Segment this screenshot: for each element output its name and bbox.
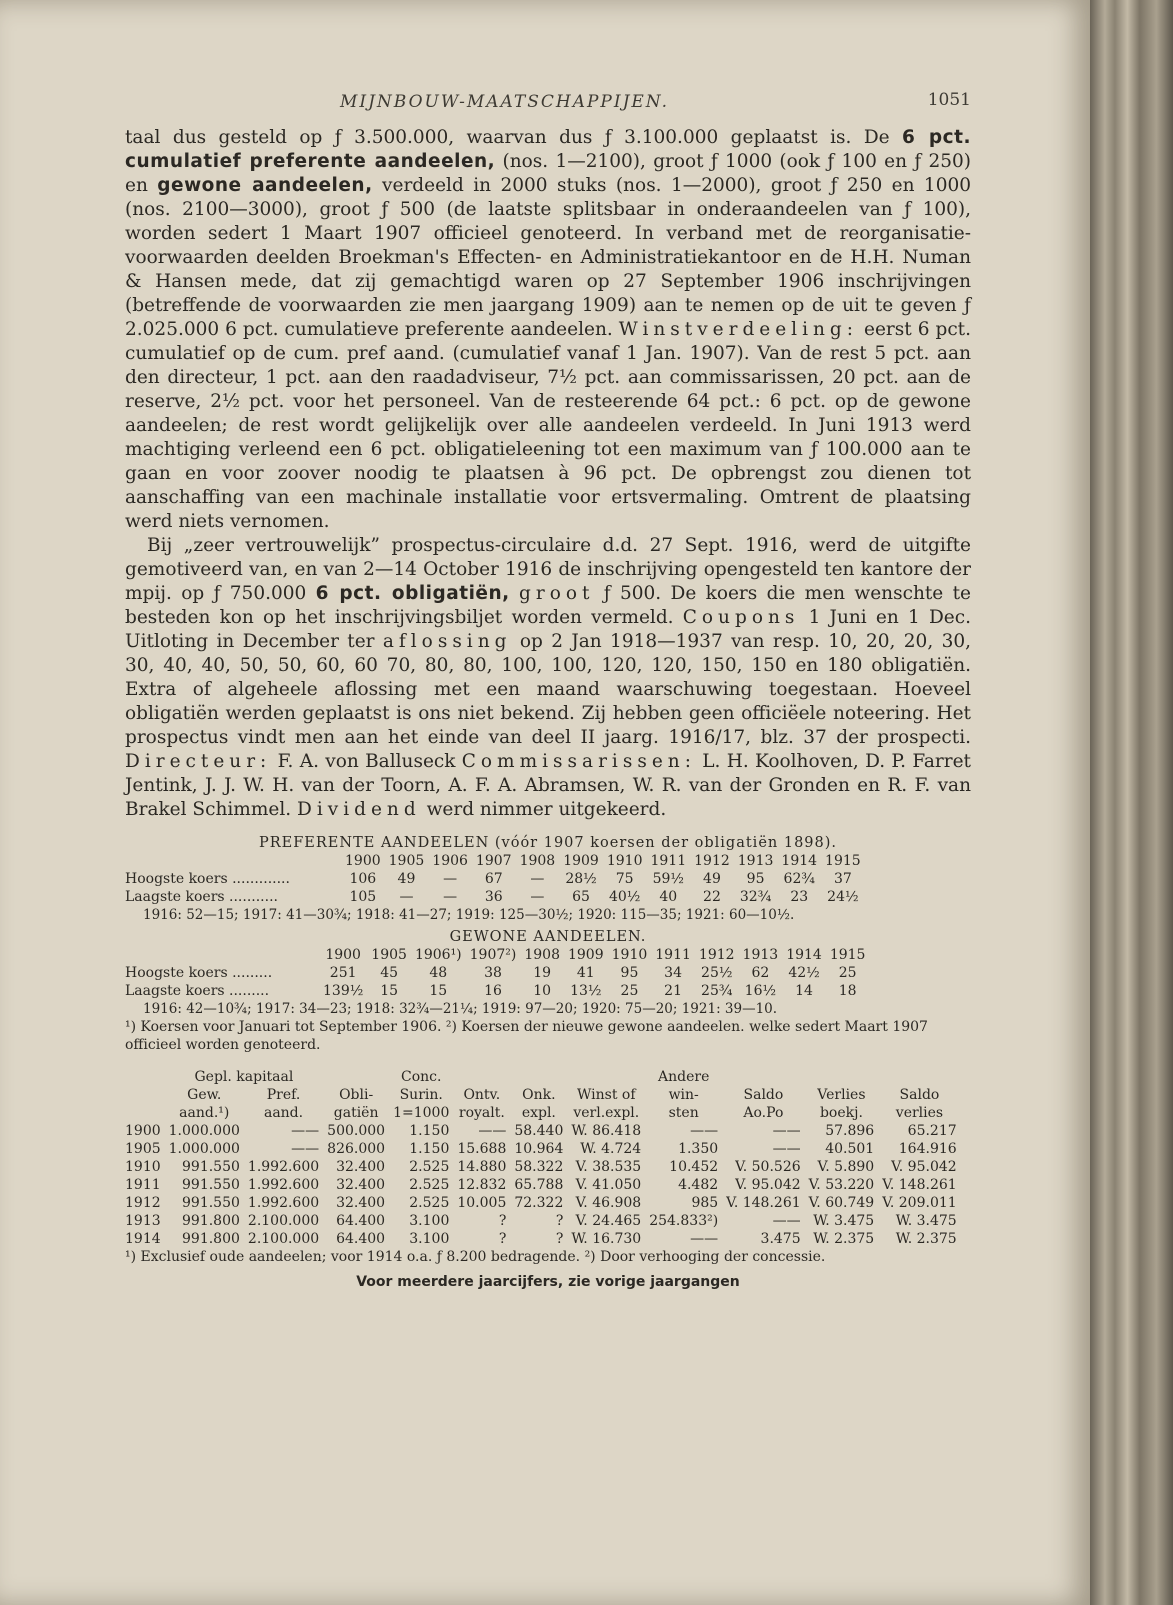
value-cell: 991.550	[182, 1159, 240, 1175]
value-cell: 64.400	[336, 1213, 386, 1229]
value-cell: 139½	[323, 983, 364, 999]
year-cell: 1910	[125, 1159, 161, 1175]
value-cell: 14.880	[457, 1159, 507, 1175]
value-cell: V. 41.050	[575, 1177, 642, 1193]
value-cell: —	[443, 889, 458, 905]
year-cell: 1908	[524, 947, 560, 963]
value-cell: 1.150	[409, 1123, 450, 1139]
value-cell: 10.005	[457, 1195, 507, 1211]
value-cell: 67	[484, 871, 503, 887]
ordinary-price-table	[125, 928, 971, 1054]
row-label: Laagste koers ...........	[125, 889, 278, 905]
value-cell: 1.992.600	[247, 1159, 320, 1175]
value-cell: V. 95.042	[735, 1177, 801, 1193]
page-number: 1051	[927, 90, 971, 110]
year-cell: 1914	[786, 947, 822, 963]
header-cell: sten	[668, 1105, 699, 1121]
text-run: eerst 6 pct. cumulatief op de cum. pref aand. (cumulatief vanaf 1 Jan. 1907). Van de rest 5 pct. aan den directeur, 1 pct. aan den raadadviseur, 7½ pct. aan commissarissen, 20 pct. aan de reserve, 2½ pct. voor het personeel. Van de resteerende 64 pct.: 6 pct. op de gewone aandeelen; de rest wordt gelijkelijk over alle aandeelen verdeeld. In Juni 1913 werd machtiging verleend een 6 pct. obligatieleening tot een maximum van ƒ 100.000 aan te gaan en voor zoover noodig te plaatsen à 96 pct. De opbrengst zou dienen tot aanschaffing van een machinale installatie voor ertsvermaling. Omtrent de plaatsing werd niets vernomen.	[125, 319, 971, 532]
year-cell: 1910	[606, 853, 643, 869]
value-cell: ——	[772, 1213, 801, 1229]
year-cell: 1900	[345, 853, 381, 869]
value-cell: 15.688	[457, 1141, 507, 1157]
header-cell	[510, 1068, 567, 1086]
year-cell: 1912	[698, 947, 735, 963]
header-cell: 1=1000	[393, 1105, 450, 1121]
header-cell: Surin.	[399, 1087, 443, 1103]
book-spine	[1090, 0, 1173, 1605]
value-cell: 72.322	[514, 1195, 564, 1211]
table-row	[125, 870, 865, 888]
value-cell: 24½	[827, 889, 859, 905]
table-caption: PREFERENTE AANDEELEN (vóór 1907 koersen der obligatiën 1898).	[258, 835, 838, 851]
value-cell: 10	[533, 983, 552, 999]
value-cell: 2.525	[409, 1159, 450, 1175]
paragraph-1	[125, 126, 971, 534]
price-grid	[125, 946, 869, 1000]
value-cell: 32.400	[336, 1177, 386, 1193]
year-cell: 1912	[125, 1195, 161, 1211]
text-run: op 2 Jan 1918—1937 van resp. 10, 20, 20, 30, 30, 40, 40, 50, 50, 60, 60 70, 80, 80, 100, 100, 120, 120, 150, 150 en 180 obligatiën. Extra of algeheele aflossing met een maand waarschuwing toegestaan. Hoeveel obligatiën werden geplaatst is ons niet bekend. Zij hebben geen officiëele noteering. Het prospectus vindt men aan het einde van deel II jaarg. 1916/17, blz. 37 der prospecti.	[125, 631, 971, 748]
value-cell: —	[443, 871, 458, 887]
value-cell: 1.150	[409, 1141, 450, 1157]
corner-cell	[125, 946, 319, 964]
value-cell: ?	[555, 1213, 564, 1229]
year-cell: 1913	[742, 947, 779, 963]
year-cell: 1900	[325, 947, 361, 963]
value-cell: 65.788	[514, 1177, 564, 1193]
value-cell: ——	[478, 1123, 507, 1139]
year-cell: 1905	[388, 853, 425, 869]
header-cell: Saldo	[899, 1087, 940, 1103]
header-cell: Pref.	[266, 1087, 301, 1103]
value-cell: V. 5.890	[817, 1159, 875, 1175]
value-cell: 36	[484, 889, 503, 905]
year-cell: 1911	[650, 853, 687, 869]
table-row	[125, 982, 869, 1000]
value-cell: 15	[429, 983, 448, 999]
year-cell: 1907	[475, 853, 512, 869]
page-content	[125, 88, 971, 1290]
value-cell: ?	[498, 1213, 507, 1229]
price-range-line: 1916: 52—15; 1917: 41—30¾; 1918: 41—27; 1919: 125—30½; 1920: 115—35; 1921: 60—10½.	[143, 907, 795, 923]
value-cell: 2.525	[409, 1195, 450, 1211]
header-cell: verl.expl.	[573, 1105, 640, 1121]
text-run: ƒ 500. De koers die men wenschte te besteden kon op het inschrijvingsbiljet worden vermeld.	[125, 583, 971, 628]
header-cell: Gepl. kapitaal	[194, 1069, 294, 1085]
value-cell: ——	[690, 1123, 719, 1139]
value-cell: 34	[664, 965, 682, 981]
value-cell: ——	[772, 1141, 801, 1157]
value-cell: 95	[746, 871, 765, 887]
value-cell: W. 3.475	[813, 1213, 875, 1229]
value-cell: ——	[690, 1231, 719, 1247]
value-cell: 40	[659, 889, 678, 905]
value-cell: 32.400	[336, 1159, 386, 1175]
year-cell: 1913	[125, 1213, 161, 1229]
value-cell: W. 2.375	[895, 1231, 957, 1247]
value-cell: —	[530, 889, 545, 905]
value-cell: 62¾	[783, 871, 815, 887]
value-cell: 22	[703, 889, 721, 905]
header-cell: Saldo	[743, 1087, 784, 1103]
value-cell: 64.400	[336, 1231, 386, 1247]
value-cell: 3.100	[409, 1213, 450, 1229]
value-cell: 40½	[608, 889, 641, 905]
table-row	[125, 1158, 961, 1176]
value-cell: V. 53.220	[808, 1177, 875, 1193]
header-cell	[878, 1068, 960, 1086]
value-cell: 1.000.000	[168, 1123, 240, 1139]
value-cell: W. 16.730	[571, 1231, 642, 1247]
value-cell: 2.100.000	[247, 1231, 320, 1247]
year-cell: 1900	[125, 1123, 161, 1139]
year-cell: 1909	[563, 853, 599, 869]
header-cell	[722, 1068, 804, 1086]
header-cell: Gew.	[187, 1087, 222, 1103]
value-cell: —	[530, 871, 545, 887]
table-row	[125, 1122, 961, 1140]
header-cell: Onk.	[522, 1087, 556, 1103]
value-cell: 59½	[652, 871, 684, 887]
value-cell: V. 38.535	[575, 1159, 642, 1175]
value-cell: 1.000.000	[168, 1141, 240, 1157]
value-cell: 991.800	[182, 1213, 240, 1229]
year-cell: 1908	[519, 853, 556, 869]
value-cell: ——	[291, 1123, 320, 1139]
row-label: Laagste koers .........	[125, 983, 270, 999]
year-cell: 1905	[371, 947, 407, 963]
value-cell: 991.800	[182, 1231, 240, 1247]
text-run	[510, 583, 519, 604]
value-cell: 2.525	[409, 1177, 450, 1193]
table-footnote: ¹) Exclusief oude aandeelen; voor 1914 o.a. ƒ 8.200 bedragende. ²) Door verhooging der concessie.	[125, 1249, 826, 1265]
spaced-term: aflossing	[382, 631, 512, 652]
value-cell: V. 209.011	[882, 1195, 957, 1211]
header-cell: royalt.	[458, 1105, 505, 1121]
value-cell: 985	[691, 1195, 719, 1211]
value-cell: 49	[703, 871, 721, 887]
value-cell: ——	[772, 1123, 801, 1139]
value-cell: 14	[795, 983, 813, 999]
value-cell: V. 50.526	[735, 1159, 801, 1175]
year-cell: 1915	[829, 947, 866, 963]
table-row	[125, 888, 865, 906]
value-cell: 32¾	[739, 889, 772, 905]
header-cell: Andere	[658, 1069, 710, 1085]
value-cell: 19	[533, 965, 552, 981]
value-cell: 164.916	[898, 1141, 957, 1157]
value-cell: 15	[380, 983, 399, 999]
closing-note: Voor meerdere jaarcijfers, zie vorige jaargangen	[356, 1274, 740, 1290]
value-cell: 991.550	[182, 1195, 240, 1211]
header-cell	[323, 1068, 389, 1086]
value-cell: W. 4.724	[580, 1141, 642, 1157]
corner-cell	[125, 852, 341, 870]
table-row	[125, 1194, 961, 1212]
table-row	[125, 1140, 961, 1158]
value-cell: 25	[620, 983, 639, 999]
header-cell	[125, 1086, 165, 1104]
text-run: 1 Juni en 1 Dec. Uitloting in December ter	[125, 607, 971, 652]
year-cell: 1914	[125, 1231, 161, 1247]
year-cell: 1909	[567, 947, 604, 963]
value-cell: 25	[838, 965, 857, 981]
paragraph-2	[125, 534, 971, 822]
value-cell: 1.350	[678, 1141, 719, 1157]
header-cell: Conc.	[400, 1069, 442, 1085]
header-row	[125, 1104, 961, 1122]
header-cell: Obli-	[339, 1087, 374, 1103]
header-row	[125, 1086, 961, 1104]
header-row	[125, 1068, 961, 1086]
value-cell: 991.550	[182, 1177, 240, 1193]
value-cell: 58.440	[514, 1123, 564, 1139]
running-head	[125, 88, 971, 118]
value-cell: 57.896	[825, 1123, 875, 1139]
header-cell: boekj.	[819, 1105, 863, 1121]
value-cell: 10.964	[514, 1141, 564, 1157]
value-cell: 254.833²)	[649, 1213, 719, 1229]
value-cell: 45	[380, 965, 399, 981]
value-cell: V. 95.042	[891, 1159, 957, 1175]
profit-distribution-heading: Winstverdeeling:	[618, 319, 859, 340]
table-row	[125, 1176, 961, 1194]
value-cell: 75	[615, 871, 634, 887]
value-cell: 13½	[570, 983, 602, 999]
value-cell: 62	[751, 965, 770, 981]
year-cell: 1911	[125, 1177, 161, 1193]
value-cell: ——	[291, 1141, 320, 1157]
value-cell: 49	[397, 871, 416, 887]
year-cell: 1914	[781, 853, 818, 869]
value-cell: 105	[349, 889, 377, 905]
value-cell: —	[399, 889, 414, 905]
year-cell: 1912	[694, 853, 730, 869]
value-cell: 18	[838, 983, 857, 999]
value-cell: 25¾	[701, 983, 733, 999]
header-cell: Ao.Po	[743, 1105, 784, 1121]
ordinary-shares-heading: gewone aandeelen,	[157, 175, 373, 196]
header-cell: win-	[668, 1087, 699, 1103]
year-row	[125, 946, 869, 964]
value-cell: V. 148.261	[726, 1195, 801, 1211]
year-row	[125, 852, 865, 870]
table-row	[125, 1212, 961, 1230]
table-footnote: ¹) Koersen voor Januari tot September 1906. ²) Koersen der nieuwe gewone aandeelen. welke sedert Maart 1907 officieel worden genoteerd.	[125, 1019, 928, 1053]
year-cell: 1911	[655, 947, 691, 963]
header-cell: Winst of	[577, 1087, 636, 1103]
value-cell: V. 46.908	[575, 1195, 642, 1211]
spaced-term: groot	[519, 583, 595, 604]
value-cell: 1.992.600	[247, 1177, 320, 1193]
value-cell: 58.322	[514, 1159, 564, 1175]
value-cell: 3.100	[409, 1231, 450, 1247]
value-cell: V. 60.749	[808, 1195, 875, 1211]
value-cell: 65.217	[907, 1123, 957, 1139]
dividend-heading: Dividend	[297, 799, 421, 820]
year-cell: 1906	[432, 853, 468, 869]
value-cell: 37	[833, 871, 852, 887]
header-cell: Verlies	[817, 1087, 866, 1103]
year-cell: 1913	[737, 853, 774, 869]
text-run: (nos. 1—2100), groot ƒ 1000 (ook ƒ 100 en ƒ 250) en	[125, 151, 971, 196]
value-cell: 10.452	[669, 1159, 719, 1175]
value-cell: 38	[484, 965, 502, 981]
value-cell: 500.000	[327, 1123, 386, 1139]
header-cell	[805, 1068, 879, 1086]
value-cell: 25½	[701, 965, 733, 981]
text-run: verdeeld in 2000 stuks (nos. 1—2000), groot ƒ 250 en 1000 (nos. 2100—3000), groot ƒ 500 (de laatste splitsbaar in onderaandeelen van ƒ 100), worden sedert 1 Maart 1907 officieel genoteerd. In verband met de reorganisatie-voorwaarden deelden Broekman's Effecten- en Administratiekantoor en de H.H. Numan & Hansen mede, dat zij gemachtigd waren op 27 September 1906 inschrijvingen (betreffende de voorwaarden zie men jaargang 1909) aan te nemen op de uit te geven ƒ 2.025.000 6 pct. cumulatieve preferente aandeelen.	[125, 175, 972, 340]
value-cell: 42½	[788, 965, 820, 981]
value-cell: V. 148.261	[882, 1177, 957, 1193]
text-run: taal dus gesteld op ƒ 3.500.000, waarvan dus ƒ 3.100.000 geplaatst is. De	[125, 127, 903, 148]
value-cell: ?	[498, 1231, 507, 1247]
value-cell: W. 2.375	[813, 1231, 875, 1247]
value-cell: 40.501	[825, 1141, 875, 1157]
header-cell: gatiën	[333, 1105, 379, 1121]
value-cell: W. 3.475	[895, 1213, 957, 1229]
price-range-line: 1916: 42—10¾; 1917: 34—23; 1918: 32¾—21¼; 1919: 97—20; 1920: 75—20; 1921: 39—10.	[143, 1001, 778, 1017]
header-cell	[567, 1068, 645, 1086]
value-cell: ?	[555, 1231, 564, 1247]
value-cell: 23	[790, 889, 809, 905]
financial-grid	[125, 1068, 961, 1248]
year-cell: 1910	[611, 947, 648, 963]
director-heading: Directeur:	[125, 751, 272, 772]
pref-price-table	[125, 834, 971, 924]
header-cell: Ontv.	[463, 1087, 501, 1103]
value-cell: 251	[329, 965, 357, 981]
value-cell: 16½	[744, 983, 777, 999]
value-cell: 65	[572, 889, 590, 905]
text-run: F. A. von Balluseck	[271, 751, 462, 772]
value-cell: 21	[664, 983, 682, 999]
running-title: MIJNBOUW-MAATSCHAPPIJEN.	[340, 92, 669, 112]
table-caption: GEWONE AANDEELEN.	[449, 929, 647, 945]
value-cell: 12.832	[457, 1177, 507, 1193]
header-cell: aand.	[263, 1105, 304, 1121]
financial-table	[125, 1068, 971, 1266]
text-run: L. H. Koolhoven, D. P. Farret Jentink, J. J. W. H. van der Toorn, A. F. A. Abramsen, W. R. van der Gronden en R. F. van Brakel Schimmel.	[125, 751, 971, 820]
header-cell	[125, 1104, 165, 1122]
header-cell: aand.¹)	[179, 1105, 230, 1121]
header-cell	[453, 1068, 510, 1086]
value-cell: 4.482	[678, 1177, 719, 1193]
value-cell: 32.400	[336, 1195, 386, 1211]
table-row	[125, 1230, 961, 1248]
row-label: Hoogste koers .........	[125, 965, 273, 981]
value-cell: 28½	[565, 871, 597, 887]
pref-shares-heading: 6 pct. cumulatief preferente aandeelen,	[125, 127, 971, 172]
text-run: werd nimmer uitgekeerd.	[420, 799, 667, 820]
value-cell: W. 86.418	[571, 1123, 642, 1139]
spaced-term: Coupons	[682, 607, 800, 628]
header-cell	[125, 1068, 165, 1086]
value-cell: 41	[576, 965, 595, 981]
value-cell: V. 24.465	[575, 1213, 642, 1229]
year-cell: 1915	[825, 853, 861, 869]
value-cell: 2.100.000	[247, 1213, 320, 1229]
value-cell: 48	[429, 965, 448, 981]
price-grid	[125, 852, 865, 906]
year-cell: 1907²)	[469, 947, 517, 963]
table-row	[125, 964, 869, 982]
commissioners-heading: Commissarissen:	[461, 751, 696, 772]
year-cell: 1906¹)	[414, 947, 462, 963]
row-label: Hoogste koers .............	[125, 871, 290, 887]
year-cell: 1905	[125, 1141, 161, 1157]
value-cell: 826.000	[327, 1141, 386, 1157]
text-run: Bij „zeer vertrouwelijk” prospectus-circulaire d.d. 27 Sept. 1916, werd de uitgifte gemotiveerd van, en van 2—14 October 1916 de inschrijving opengesteld ten kantore der mpij. op ƒ 750.000	[125, 535, 971, 604]
value-cell: 1.992.600	[247, 1195, 320, 1211]
value-cell: 95	[620, 965, 639, 981]
body-text	[125, 126, 971, 822]
value-cell: 3.475	[760, 1231, 801, 1247]
value-cell: 16	[484, 983, 502, 999]
bonds-heading: 6 pct. obligatiën,	[315, 583, 510, 604]
header-cell: expl.	[521, 1105, 556, 1121]
header-cell: verlies	[895, 1105, 944, 1121]
value-cell: 106	[349, 871, 377, 887]
